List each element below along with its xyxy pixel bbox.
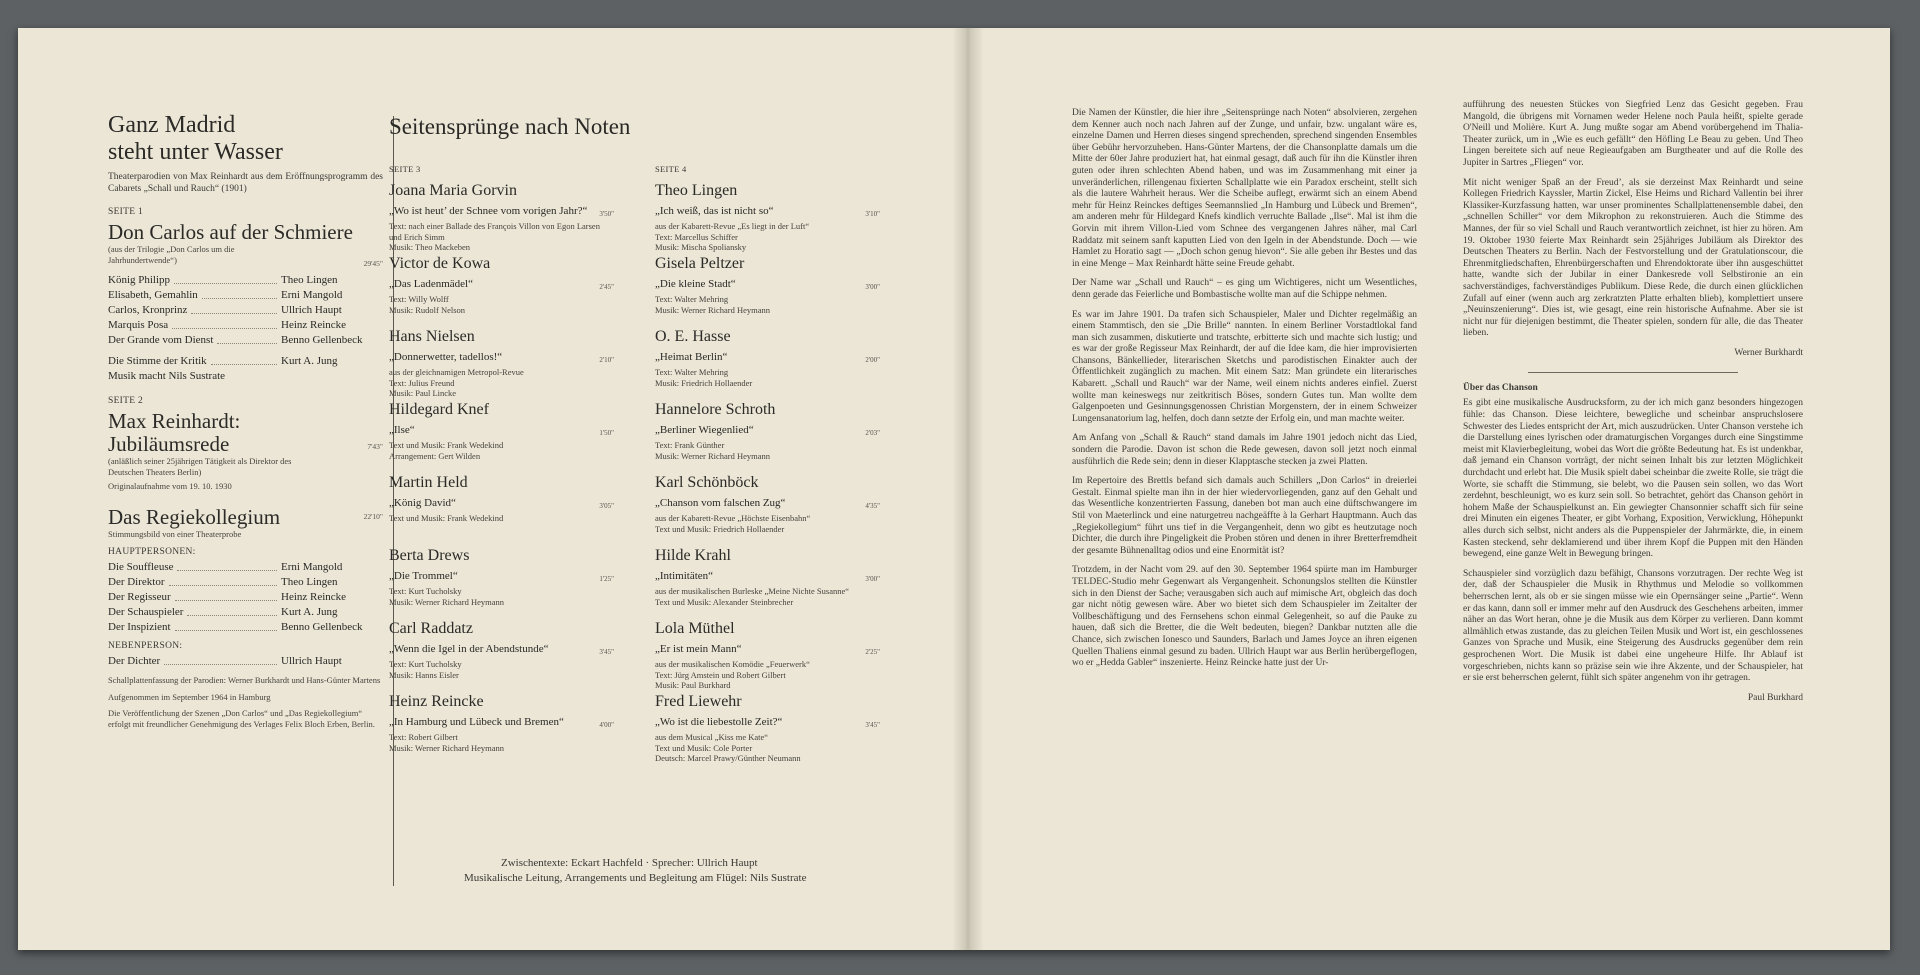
song-singer: Hildegard Knef (389, 401, 489, 418)
side4-label: SEITE 4 (655, 164, 687, 174)
song-singer: Joana Maria Gorvin (389, 182, 517, 199)
song-singer: Victor de Kowa (389, 255, 491, 272)
song-credit: aus der Kabarett-Revue „Es liegt in der Luft“ Text: Marcellus Schiffer Musik: Mischa Spoliansky (655, 221, 810, 252)
song-credit: Text und Musik: Frank Wedekind (389, 513, 504, 523)
song-credit: Text: Kurt Tucholsky Musik: Werner Richard Heymann (389, 586, 505, 607)
cast3-list (108, 560, 383, 635)
cast-role: Der Dichter (108, 655, 161, 667)
cast-role: Der Grande vom Dienst (108, 334, 214, 346)
piece2-title-2: Jubiläumsrede (108, 432, 230, 456)
song-credit: Text: Walter Mehring Musik: Friedrich Hollaender (655, 367, 753, 388)
song-entry (655, 328, 880, 388)
cast-role: Der Schauspieler (108, 606, 184, 618)
footer-line-2: Musikalische Leitung, Arrangements und Begleitung am Flügel: Nils Sustrate (464, 872, 807, 884)
piece1-duration: 29'45" (363, 259, 383, 268)
song-singer: O. E. Hasse (655, 328, 731, 345)
song-entry (655, 474, 880, 534)
song-credit: aus der gleichnamigen Metropol-Revue Text: Julius Freund Musik: Paul Lincke (389, 367, 524, 398)
cast-row (108, 605, 383, 620)
piece1-title: Don Carlos auf der Schmiere (108, 220, 353, 244)
song-title: „Das Ladenmädel“ (389, 278, 473, 290)
piece1 (108, 220, 383, 268)
chanson-heading: Über das Chanson (1463, 382, 1538, 393)
side2-label: SEITE 2 (108, 396, 144, 406)
intro-text: Theaterparodien von Max Reinhardt aus dem Eröffnungsprogramm des Cabarets „Schall und Rauch“ (1901) (108, 172, 383, 194)
piece2-duration: 7'43" (367, 442, 383, 451)
song-credit: aus der musikalischen Komödie „Feuerwerk“ Text: Jürg Amstein und Robert Gilbert Musik: Paul Burkhard (655, 659, 810, 690)
essay-paragraph: Mit nicht weniger Spaß an der Freud’, als sie derzeinst Max Reinhardt und seine Kollegen Friedrich Kayssler, Martin Zickel, Else Heims und Richard Vallentin bei ihrer Klassiker-Kurzfassung hatten, war unser prominentes Schallplattenensemble dabei, den „schnellen Schiller“ vor dem Mikrophon zu rekonstruieren. Auch die Stimme des Mannes, der für so viel Schall und Rauch verantwortlich zeichnet, ist hier zu hören. Am 19. Oktober 1930 feierte Max Reinhardt sein 25jähriges Jubiläum als Direktor des Deutschen Theaters zu Berlin. Nach der Festvorstellung und der Gratulationscour, die Ehrenmitgliedschaften, Ehrenbürgerschaften und Ehrendoktorate über ihn ausgeschüttet hatte, wandte sich der Jubilar in einer Dankesrede voll Selbstironie an ein sachverständiges, fachverständiges Publikum. Diese Rede, die durch einen glücklichen Zufall auf einer (wenn auch arg zerkratzten Platte erhalten blieb), komplettiert unsere „Neuinszenierung“. Dies ist, wie gesagt, eine rein historische Aufnahme. Aber sie ist nicht nur für diejenigen bestimmt, die Theater spielen, sondern für alle, die das Theater lieben. (1463, 177, 1803, 339)
section-divider (1528, 372, 1738, 373)
song-duration: 2'10" (599, 356, 614, 364)
song-entry (655, 182, 880, 253)
song-singer: Hans Nielsen (389, 328, 475, 345)
song-entry (389, 255, 614, 315)
songs-section (389, 114, 929, 894)
song-singer: Hannelore Schroth (655, 401, 776, 418)
essay-paragraph: Am Anfang von „Schall & Rauch“ stand damals im Jahre 1901 jedoch nicht das Lied, sondern die Parodie. Davon ist schon die Rede gewesen, davon soll jetzt noch einmal ausführlich die Rede sein; denn in dieser Klapptasche stecken ja zwei Platten. (1072, 433, 1417, 467)
song-entry (655, 255, 880, 315)
cast-actor: Heinz Reincke (281, 591, 347, 603)
song-duration: 3'00" (865, 283, 880, 291)
song-singer: Karl Schönböck (655, 474, 759, 491)
song-entry (389, 474, 614, 524)
essay-paragraph: Trotzdem, in der Nacht vom 29. auf den 30. September 1964 spürte man im Hamburger TELDEC-Studio mehr Gegenwart als Vergangenheit. Schonungslos stellten die Künstler sich in den Dienst der Sache; verausgaben sich auch auf mimische Art, obgleich das doch gar nicht nötig gewesen wäre. Aber wo bietet sich dem Schauspieler im Zeitalter der Vollbeschäftigung und des Fernsehens schon einmal Gelegenheit, so auf die Pauke zu hauen, daß sich die Bretter, die die Welt bedeuten, biegen? Dankbar nutzten alle die Chance, sich zwischen Ionesco und Saunders, Barlach und James Joyce an ihren eigenen Quellen Thaliens einmal gesund zu baden. Ullrich Haupt war aus Berlin herübergeflogen, wo er „Hedda Gabler“ inszenierte. Heinz Reincke hatte just der Ur- (1072, 565, 1417, 669)
song-entry (655, 693, 880, 764)
cast-actor: Benno Gellenbeck (281, 334, 363, 346)
song-singer: Fred Liewehr (655, 693, 742, 710)
cast-actor: Erni Mangold (281, 561, 343, 573)
side1-label: SEITE 1 (108, 207, 144, 217)
sleeve-gutter (953, 28, 983, 950)
piece2 (108, 410, 383, 492)
essay-paragraph: Im Repertoire des Brettls befand sich damals auch Schillers „Don Carlos“ in dreierlei Gestalt. Einmal spielte man ihn in der hier wiedervorliegenden, ganz auf den Gehalt und das Wesentliche konzentrierten Fassung, daneben bot man auch eine düftschwangere im Stil von Maeterlinck und eine naturgetreu nachgeäffte à la Gerhart Hauptmann. Auch das „Regiekollegium“ führt uns tief in die Vergangenheit, denn wo gibt es heutzutage noch Dichter, die durch ihre Pingeligkeit die Proben stören und denen in ihrer Bretterfremdheit der gesamte Bühnenalltag odios und eine Enormität ist? (1072, 476, 1417, 556)
cast-actor: Theo Lingen (281, 576, 338, 588)
song-title: „Wo ist heut’ der Schnee vom vorigen Jahr?“ (389, 205, 588, 217)
page-title-line1: Ganz Madrid (108, 112, 236, 138)
cast-row-critic (108, 354, 383, 369)
cast-role: Marquis Posa (108, 319, 169, 331)
song-singer: Martin Held (389, 474, 468, 491)
song-title: „Ich weiß, das ist nicht so“ (655, 205, 774, 217)
chanson-paragraph: Schauspieler sind vorzüglich dazu befähigt, Chansons vorzutragen. Der rechte Weg ist der, daß der Schauspieler die Musik in Rhythmus und Melodie so vollkommen beherrschen lernt, als ob er sie singen müsse wie ein Opernsänger seine „Partie“. Wenn er das kann, dann soll er immer mehr auf den Ausdruck des Geschehens arbeiten, immer näher an das Wort heran, ohne je die Musik aus dem Körper zu verlieren. Dann kommt allmählich etwas zustande, das zu gleichen Teilen Musik und Wort ist, ein geschlossenes Ganzes von Sprache und Musik, eine Steigerung des Ausdrucks gegenüber dem rein gesprochenen Wort. Die Musik ist dabei eine ungeheure Hilfe. Ihr Ablauf ist vorgeschrieben, nichts kann so präzise sein wie ihre Akzente, und der Schauspieler, hat er sie erst beherrschen gelernt, fühlt sich später angenehm von ihr getragen. (1463, 568, 1803, 684)
song-duration: 4'00" (599, 721, 614, 729)
song-singer: Lola Müthel (655, 620, 735, 637)
cast-row (108, 318, 383, 333)
cast-row (108, 620, 383, 635)
song-title: „Donnerwetter, tadellos!“ (389, 351, 503, 363)
cast-actor: Kurt A. Jung (281, 606, 338, 618)
song-singer: Gisela Peltzer (655, 255, 745, 272)
cast-actor: Erni Mangold (281, 289, 343, 301)
song-title: „Ilse“ (389, 424, 415, 436)
piece3 (108, 506, 383, 540)
songs-title: Seitensprünge nach Noten (389, 114, 631, 139)
essay-paragraph: Es war im Jahre 1901. Da trafen sich Schauspieler, Maler und Dichter regelmäßig an einem Stammtisch, den sie „Die Brille“ nannten. In einem Berliner Vorstadtlokal fand man sich zusammen, diskutierte und tratschte, erbitterte sich und machte sich lustig; und es war der große Regisseur Max Reinhardt, der auf die Idee kam, die hier improvisierten Chansons, Bänkellieder, literarischen Sketchs und parodistischen Einakter auch der Öffentlichkeit zugänglich zu machen. Mit einem Satz: Man gründete ein literarisches Kabarett. „Schall und Rauch“ war der Name, weil einem nichts anderes einfiel. Zuerst wollte man keineswegs nur zeitkritisch Böses, sondern Gutes tun. Man wollte dem Galgenpoeten und Gesinnungsgenossen Christian Morgenstern, der in einem Schweizer Lungensanatorium lag, helfen, doch dann setzte der Erfolg ein, und man machte weiter. (1072, 309, 1417, 424)
essay-paragraph: aufführung des neuesten Stückes von Siegfried Lenz das Gesicht gegeben. Frau Mangold, die übrigens mit Vornamen weder Helene noch Paula heißt, spielte gerade O'Neill und Molière. Kurt A. Jung mußte sogar am Abend vorübergehend im Thalia-Theater zurück, um in „Wie es euch gefällt“ den Höfling Le Beau zu geben. Und Theo Lingen bereitete sich auf neue Regieaufgaben am Burgtheater und auf die Rolle des Jupiter in Sartres „Fliegen“ vor. (1463, 100, 1803, 168)
song-title: „Chanson vom falschen Zug“ (655, 497, 786, 509)
song-duration: 3'45" (599, 648, 614, 656)
song-title: „König David“ (389, 497, 456, 509)
piece1-sub: (aus der Trilogie „Don Carlos um die Jahrhundertwende“) (108, 244, 235, 265)
piece3-title: Das Regiekollegium (108, 504, 281, 529)
note-1: Schallplattenfassung der Parodien: Werner Burkhardt und Hans-Günter Martens (108, 675, 381, 685)
cast-actor: Kurt A. Jung (281, 355, 338, 367)
song-duration: 3'45" (865, 721, 880, 729)
piece2-sub: (anläßlich seiner 25jährigen Tätigkeit als Direktor des Deutschen Theaters Berlin) (108, 456, 292, 477)
song-credit: aus der Kabarett-Revue „Höchste Eisenbahn“ Text und Musik: Friedrich Hollaender (655, 513, 811, 534)
song-duration: 1'25" (599, 575, 614, 583)
song-title: „Die Trommel“ (389, 570, 458, 582)
song-title: „Wenn die Igel in der Abendstunde“ (389, 643, 549, 655)
song-duration: 3'10" (865, 210, 880, 218)
page-title-line2: steht unter Wasser (108, 139, 283, 165)
song-title: „Heimat Berlin“ (655, 351, 728, 363)
cast-role: Elisabeth, Gemahlin (108, 289, 198, 301)
cast-role: Der Inspizient (108, 621, 171, 633)
cast-role: König Philipp (108, 274, 171, 286)
song-duration: 1'50" (599, 429, 614, 437)
song-entry (389, 693, 614, 753)
cast-actor: Ullrich Haupt (281, 304, 342, 316)
side-person-label: NEBENPERSON: (108, 641, 183, 651)
cast-actor: Ullrich Haupt (281, 655, 342, 667)
essay-paragraph: Die Namen der Künstler, die hier ihre „Seitensprünge nach Noten“ absolvieren, zergehen dem Kenner auch noch nach Jahren auf der Zunge, und unfair, bzw. ungalant wäre es, einzelne Damen und Herren dieses singend sprechenden, sprechend singenden Ensembles über Gebühr hervorzuheben. Hans-Günter Martens, der die Chansonplatte damals um die Mitte der 60er Jahre produziert hat, hat einmal gesagt, daß auch für ihn die Künstler ihren guten oder ihren schlechten Abend haben, und was im Zusammenhang mit einer ja unveränderlichen, rillengenau fixierten Schallplatte wie ein Paradox erscheint, stellt sich als die lautere Wahrheit heraus. Wer die Scheibe auflegt, erwärmt sich an einem Abend mehr für Heinz Reinckes deftiges Seemannslied „In Hamburg und Lübeck und Bremen“, am anderen mehr für Hildegard Knefs kindlich verruchte Ballade „Ilse“. Mal ist ihm die Gorvin mit ihrem Villon-Lied vom Schnee des vergangenen Jahres näher, mal Carl Raddatz mit seinem sanft kaputten Lied von den Igeln in der Abendstunde. Doch — wie Hamlet zu Horatio sagt — „Doch schon genug hievon“. Sie alle geben ihr Bestes und das in eine Menge – Max Reinhardt hätte seine Freude gehabt. (1072, 108, 1417, 269)
cast-role: Der Direktor (108, 576, 165, 588)
song-title: „Die kleine Stadt“ (655, 278, 736, 290)
cast-row (108, 590, 383, 605)
song-entry (655, 401, 880, 461)
piece3-duration: 22'10" (363, 511, 383, 521)
song-credit: Text: Walter Mehring Musik: Werner Richard Heymann (655, 294, 771, 315)
song-duration: 2'00" (865, 356, 880, 364)
footer-line-1: Zwischentexte: Eckart Hachfeld · Sprecher: Ullrich Haupt (501, 857, 758, 869)
cast-role: Die Souffleuse (108, 561, 174, 573)
song-entry (389, 401, 614, 461)
song-entry (655, 620, 880, 691)
song-duration: 3'05" (599, 502, 614, 510)
cast-row-dichter (108, 654, 383, 669)
song-entry (389, 547, 614, 607)
chanson-paragraph: Es gibt eine musikalische Ausdrucksform, zu der ich mich ganz besonders hingezogen fühle: das Chanson. Diese leichtere, bewegliche und scheinbar anspruchslosere Schwester des Liedes entspricht der Art, mich auszudrücken. Unter Chanson verstehe ich die Darstellung eines lyrischen oder dramaturgischen Vorganges durch eine Singstimme meist mit Klavierbegleitung, wobei das Wort die größte Bedeutung hat. Es ist undenkbar, daß jemand ein Chanson vorträgt, der nicht seinen Inhalt bis zur letzten Möglichkeit durchdacht und erlebt hat. Die Musik spielt dabei scheinbar die zweite Rolle, sie trägt die Worte, sie schafft die Stimmung, sie belebt, wo die Pausen sein sollen, wo das Wort zerdehnt, beschleunigt, wo es kurz sein soll. So betrachtet, gehört das Chanson gehört in hohem Maße der Schauspielkunst an. Ein gewiegter Chansonnier schafft sich für seine drei Minuten ein eigenes Theater, er gibt Vorhang, Exposition, Verwicklung, Höhepunkt alles durch sich selbst, nicht anders als die Puppenspieler der Jahrmärkte, die, in einem Kasten steckend, sehr deklamierend und über ihrem Kopf die Puppen mit den Händen bewegend, eine ganze Welt in Bewegung bringen. (1463, 398, 1803, 560)
song-duration: 4'35" (865, 502, 880, 510)
song-singer: Berta Drews (389, 547, 470, 564)
song-credit: Text: Kurt Tucholsky Musik: Hanns Eisler (389, 659, 462, 680)
song-entry (389, 182, 614, 253)
left-column (108, 112, 383, 729)
cast-row (108, 560, 383, 575)
song-title: „Wo ist die liebestolle Zeit?“ (655, 716, 783, 728)
cast-row (108, 288, 383, 303)
song-singer: Hilde Krahl (655, 547, 731, 564)
note-3: Die Veröffentlichung der Szenen „Don Carlos“ und „Das Regiekollegium“ erfolgt mit freundlicher Genehmigung des Verlages Felix Bloch Erben, Berlin. (108, 708, 375, 729)
essay-column-1 (1072, 108, 1417, 678)
cast-role: Carlos, Kronprinz (108, 304, 188, 316)
song-duration: 2'03" (865, 429, 880, 437)
signature-paul-burkhard: Paul Burkhard (1747, 692, 1803, 703)
song-duration: 2'25" (865, 648, 880, 656)
song-credit: Text: nach einer Ballade des François Villon von Egon Larsen und Erich Simm Musik: Theo Mackeben (389, 221, 600, 252)
song-title: „Intimitäten“ (655, 570, 714, 582)
song-duration: 3'00" (865, 575, 880, 583)
song-credit: Text: Willy Wolff Musik: Rudolf Nelson (389, 294, 466, 315)
record-sleeve (18, 28, 1890, 950)
cast-row (108, 273, 383, 288)
piece2-title-1: Max Reinhardt: (108, 409, 241, 433)
main-persons-label: HAUPTPERSONEN: (108, 547, 196, 557)
song-duration: 3'50" (599, 210, 614, 218)
song-entry (655, 547, 880, 607)
cast-row (108, 575, 383, 590)
song-singer: Heinz Reincke (389, 693, 484, 710)
song-title: „Berliner Wiegenlied“ (655, 424, 754, 436)
note-2: Aufgenommen im September 1964 in Hamburg (108, 691, 271, 702)
piece2-orig: Originalaufnahme vom 19. 10. 1930 (108, 481, 232, 491)
side3-label: SEITE 3 (389, 164, 421, 174)
cast-role: Der Regisseur (108, 591, 171, 603)
essay-paragraph: Der Name war „Schall und Rauch“ – es ging um Wichtigeres, nicht um Wesentliches, denn gerade das Feierliche und Bombastische wollte man auf die Schippe nehmen. (1072, 278, 1417, 300)
essay-column-2 (1463, 100, 1803, 703)
song-singer: Carl Raddatz (389, 620, 473, 637)
song-entry (389, 620, 614, 680)
song-credit: Text: Robert Gilbert Musik: Werner Richard Heymann (389, 732, 505, 753)
song-credit: aus der musikalischen Burleske „Meine Nichte Susanne“ Text und Musik: Alexander Steinbrecher (655, 586, 850, 607)
music-by: Musik macht Nils Sustrate (108, 370, 226, 382)
piece3-sub: Stimmungsbild von einer Theaterprobe (108, 528, 242, 539)
song-singer: Theo Lingen (655, 182, 738, 199)
cast1-list (108, 273, 383, 348)
song-title: „Er ist mein Mann“ (655, 643, 742, 655)
song-entry (389, 328, 614, 399)
cast-row (108, 333, 383, 348)
cast-actor: Heinz Reincke (281, 319, 347, 331)
song-duration: 2'45" (599, 283, 614, 291)
song-credit: Text: Frank Günther Musik: Werner Richard Heymann (655, 440, 771, 461)
signature-werner-burkhardt: Werner Burkhardt (1734, 347, 1803, 358)
cast-row (108, 303, 383, 318)
cast-actor: Benno Gellenbeck (281, 621, 363, 633)
song-credit: Text und Musik: Frank Wedekind Arrangement: Gert Wilden (389, 440, 504, 461)
song-title: „In Hamburg und Lübeck und Bremen“ (389, 716, 564, 728)
cast-actor: Theo Lingen (281, 274, 338, 286)
song-credit: aus dem Musical „Kiss me Kate“ Text und Musik: Cole Porter Deutsch: Marcel Prawy/Günther Neumann (655, 732, 801, 763)
cast-role: Die Stimme der Kritik (108, 355, 207, 367)
